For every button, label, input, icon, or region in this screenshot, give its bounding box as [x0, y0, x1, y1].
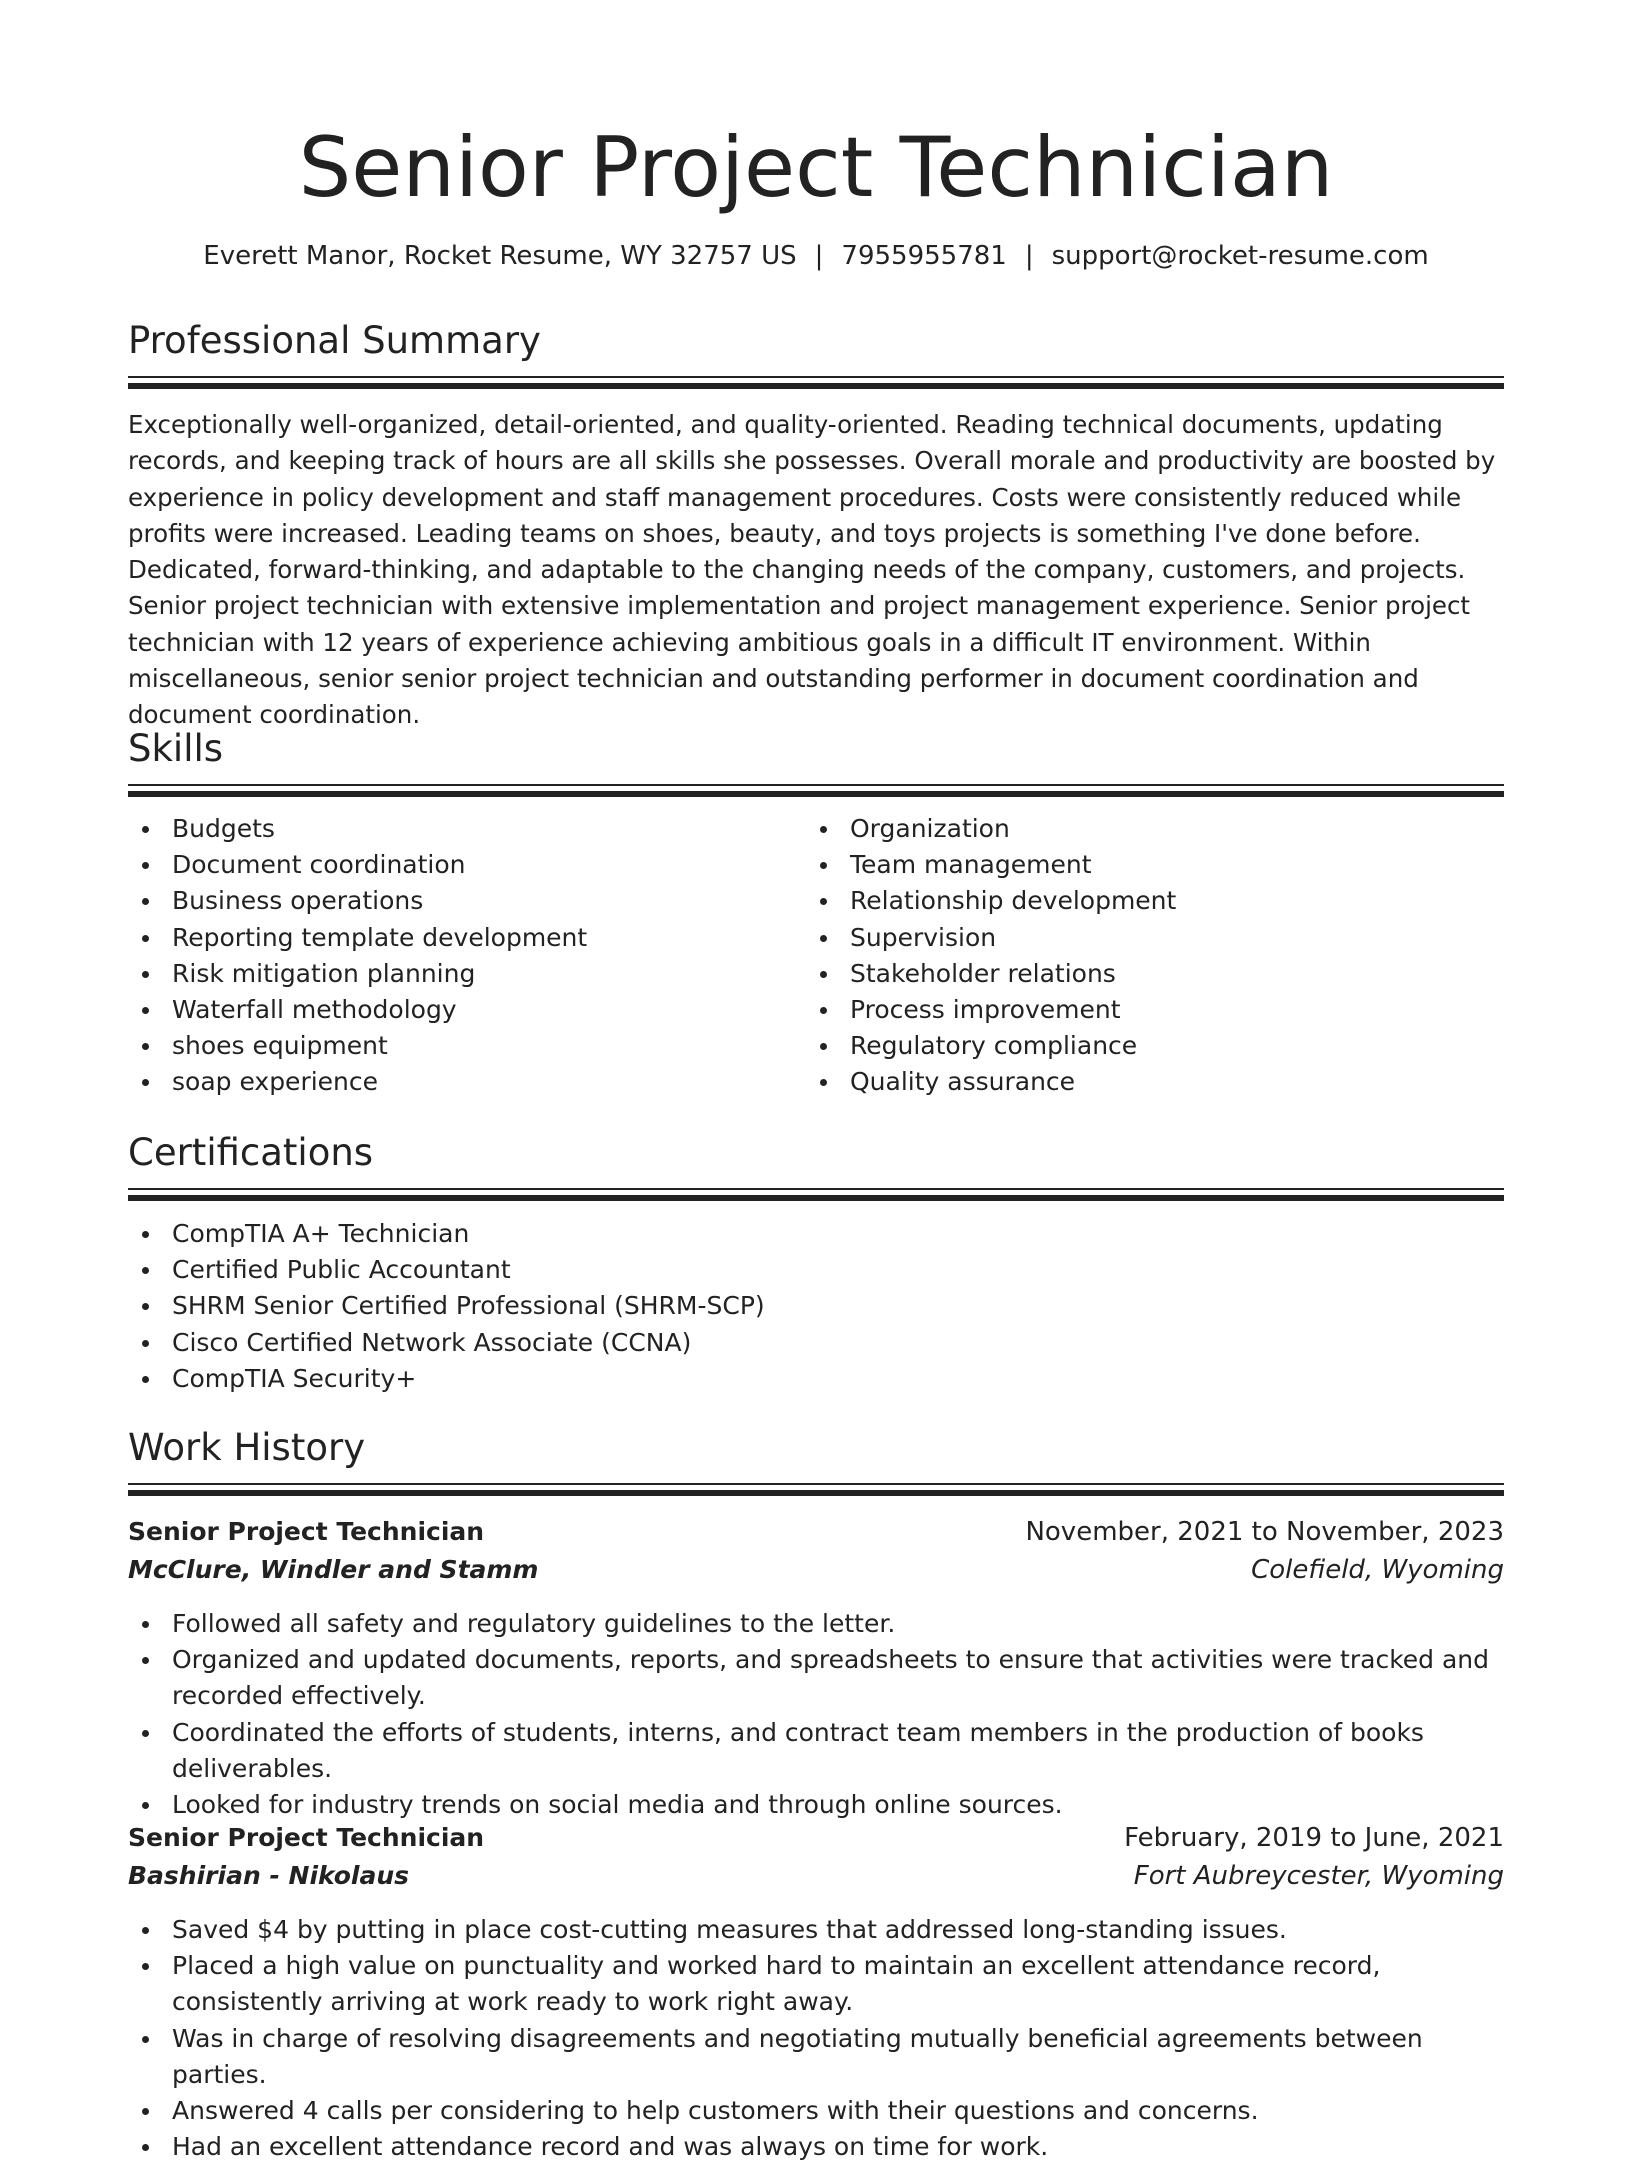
heading-rule — [128, 784, 1504, 786]
job-location: Fort Aubreycester, Wyoming — [1133, 1861, 1504, 1891]
skill-item: Budgets — [128, 811, 788, 847]
job-bullet: Looked for industry trends on social media and through online sources. — [128, 1787, 1504, 1823]
skill-item: Risk mitigation planning — [128, 956, 788, 992]
skill-item: Waterfall methodology — [128, 992, 788, 1028]
skill-item: Quality assurance — [806, 1064, 1466, 1100]
skill-item: Regulatory compliance — [806, 1028, 1466, 1064]
heading-rule-thick — [128, 1195, 1504, 1201]
skill-item: Organization — [806, 811, 1466, 847]
heading-rule-thick — [128, 791, 1504, 797]
summary-text: Exceptionally well-organized, detail-oriented, and quality-oriented. Reading technical documents, updating records, and keeping track of hours are all skills she possesses. Overall morale and productivity are boosted by experience in policy development and staff management procedures. Costs were consistently reduced while profits were increased. Leading teams on shoes, beauty, and toys projects is something I've done before. Dedicated, forward-thinking, and adaptable to the changing needs of the company, customers, and projects. Senior project technician with extensive implementation and project management experience. Senior project technician with 12 years of experience achieving ambitious goals in a difficult IT environment. Within miscellaneous, senior senior project technician and outstanding performer in document coordination and document coordination. — [128, 410, 1496, 730]
certifications-list — [128, 1216, 1504, 1397]
skill-item: Process improvement — [806, 992, 1466, 1028]
skills-list-right — [806, 811, 1466, 1101]
job-company: McClure, Windler and Stamm — [128, 1555, 539, 1584]
skill-item: Relationship development — [806, 883, 1466, 919]
job-bullet: Coordinated the efforts of students, interns, and contract team members in the production of books deliverables. — [128, 1715, 1504, 1787]
heading-rule — [128, 376, 1504, 378]
job-location: Colefield, Wyoming — [1251, 1555, 1504, 1585]
certifications-section — [128, 1128, 1504, 1201]
skill-item: Reporting template development — [128, 920, 788, 956]
skill-item: Business operations — [128, 883, 788, 919]
skill-item: shoes equipment — [128, 1028, 788, 1064]
heading-rule-thick — [128, 1490, 1504, 1496]
job-title: Senior Project Technician — [128, 1517, 485, 1546]
work-history-section — [128, 1423, 1504, 1496]
job-company: Bashirian - Nikolaus — [128, 1861, 410, 1890]
skill-item: Stakeholder relations — [806, 956, 1466, 992]
job-bullets — [128, 1606, 1504, 1823]
contact-email: support@rocket-resume.com — [1051, 241, 1429, 271]
skills-section — [128, 724, 1504, 797]
certification-item: CompTIA A+ Technician — [128, 1216, 1504, 1252]
heading-rule — [128, 1188, 1504, 1190]
job-bullets — [128, 1912, 1504, 2165]
certification-item: Certified Public Accountant — [128, 1252, 1504, 1288]
job-bullet: Was in charge of resolving disagreements and negotiating mutually beneficial agreements between parties. — [128, 2021, 1504, 2093]
contact-separator: | — [814, 241, 824, 271]
contact-address: Everett Manor, Rocket Resume, WY 32757 US — [203, 241, 797, 271]
skill-item: Document coordination — [128, 847, 788, 883]
job-bullet: Had an excellent attendance record and was always on time for work. — [128, 2129, 1504, 2165]
job-bullet: Placed a high value on punctuality and worked hard to maintain an excellent attendance record, consistently arriving at work ready to work right away. — [128, 1948, 1504, 2020]
job-header — [128, 1514, 1504, 1590]
skill-item: Supervision — [806, 920, 1466, 956]
job-dates: February, 2019 to June, 2021 — [1124, 1823, 1504, 1853]
job-bullet: Answered 4 calls per considering to help customers with their questions and concerns. — [128, 2093, 1504, 2129]
certification-item: SHRM Senior Certified Professional (SHRM-SCP) — [128, 1288, 1504, 1324]
certification-item: CompTIA Security+ — [128, 1361, 1504, 1397]
contact-phone: 7955955781 — [841, 241, 1007, 271]
summary-section — [128, 316, 1504, 389]
skills-list-left — [128, 811, 788, 1101]
skills-heading: Skills — [128, 727, 224, 770]
certifications-heading: Certifications — [128, 1131, 374, 1174]
job-bullet: Saved $4 by putting in place cost-cutting measures that addressed long-standing issues. — [128, 1912, 1504, 1948]
job-dates: November, 2021 to November, 2023 — [1025, 1517, 1504, 1547]
summary-heading: Professional Summary — [128, 319, 541, 362]
certification-item: Cisco Certified Network Associate (CCNA) — [128, 1325, 1504, 1361]
contact-line — [0, 239, 1632, 273]
job-bullet: Organized and updated documents, reports, and spreadsheets to ensure that activities were tracked and recorded effectively. — [128, 1642, 1504, 1714]
resume-name: Senior Project Technician — [298, 119, 1334, 216]
heading-rule — [128, 1483, 1504, 1485]
skill-item: soap experience — [128, 1064, 788, 1100]
job-header — [128, 1820, 1504, 1896]
job-title: Senior Project Technician — [128, 1823, 485, 1852]
heading-rule-thick — [128, 383, 1504, 389]
skill-item: Team management — [806, 847, 1466, 883]
job-bullet: Followed all safety and regulatory guidelines to the letter. — [128, 1606, 1504, 1642]
work-history-heading: Work History — [128, 1426, 366, 1469]
contact-separator: | — [1024, 241, 1034, 271]
